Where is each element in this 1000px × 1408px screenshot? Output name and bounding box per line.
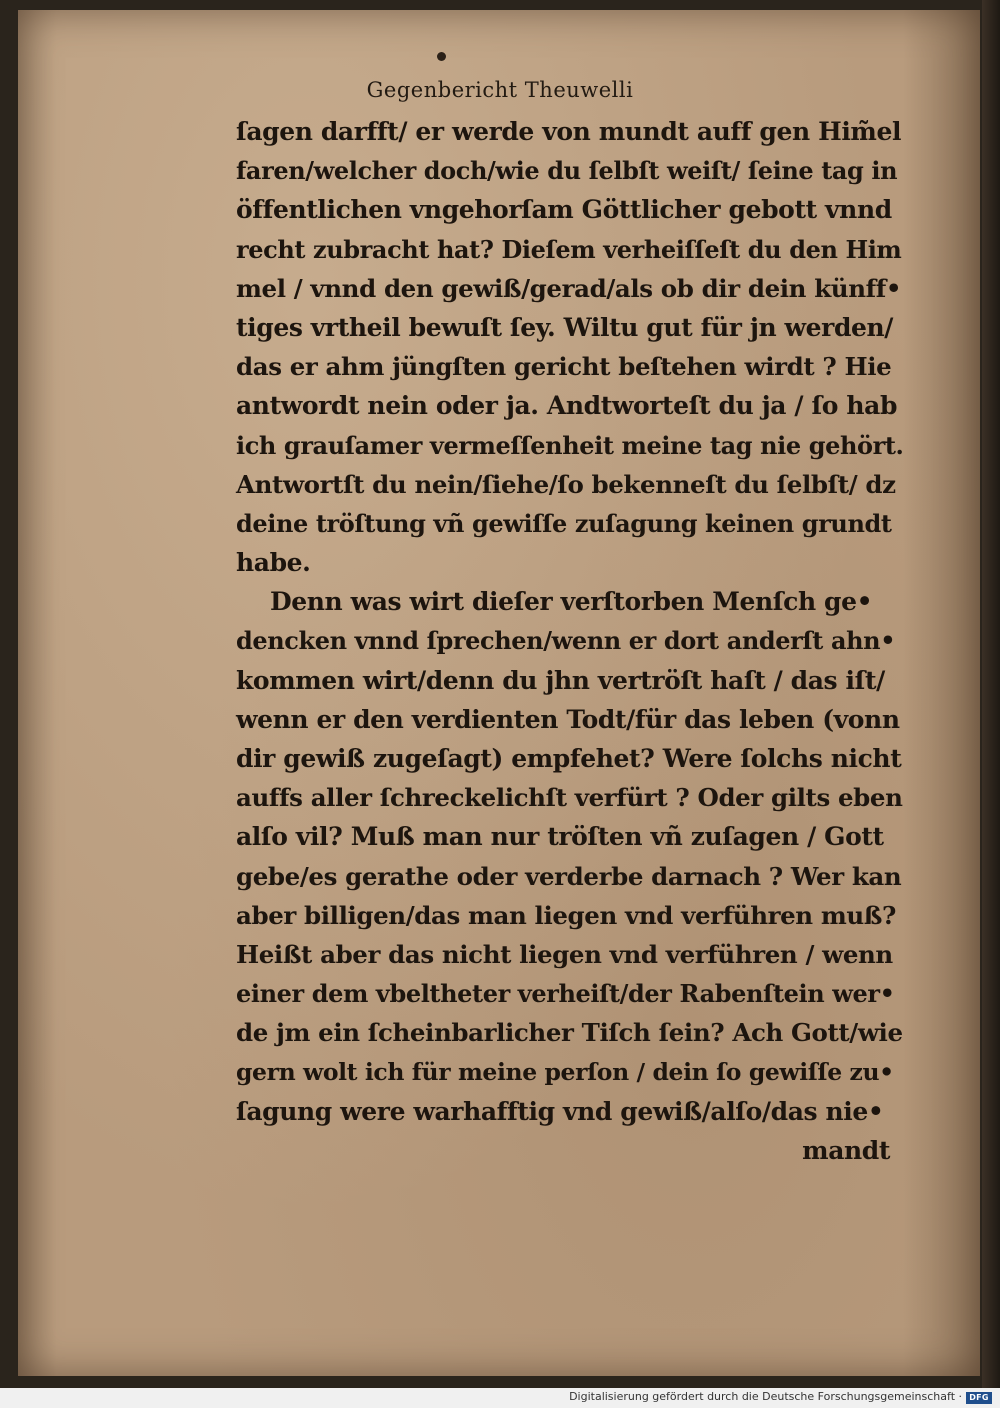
text-line: ich grauſamer vermeſſenheit meine tag nie gehört. bbox=[236, 430, 904, 460]
running-head: Gegenbericht Theuwelli bbox=[366, 78, 634, 102]
text-line: öffentlichen vngehorſam Göttlicher gebott vnnd bbox=[236, 195, 892, 225]
text-line: einer dem vbeltheter verheiſt/der Rabenſtein wer• bbox=[236, 979, 895, 1009]
text-line: tiges vrtheil bewuſt ſey. Wiltu gut für jn werden/ bbox=[236, 312, 894, 342]
page-edge-shadow bbox=[982, 0, 1000, 1388]
text-line: ſagen darfft/ er werde von mundt auff gen Him̃el bbox=[236, 117, 902, 146]
text-block bbox=[236, 112, 904, 1170]
text-line: alſo vil? Muß man nur tröſten vñ zuſagen / Gott bbox=[236, 822, 884, 852]
digitization-footer bbox=[0, 1388, 1000, 1408]
text-line: habe. bbox=[236, 548, 311, 578]
text-line: mel / vnnd den gewiß/gerad/als ob dir dein künff• bbox=[236, 273, 902, 303]
text-line: gebe/es gerathe oder verderbe darnach ? Wer kan bbox=[236, 861, 902, 891]
text-line: deine tröſtung vñ gewiſſe zuſagung keinen grundt bbox=[236, 508, 892, 538]
text-line: dencken vnnd ſprechen/wenn er dort anderſt ahn• bbox=[236, 626, 896, 656]
text-line: recht zubracht hat? Dieſem verheiſſeſt du den Him bbox=[236, 234, 902, 264]
text-line: antwordt nein oder ja. Andtworteſt du ja / ſo hab bbox=[236, 391, 898, 421]
text-line: ſagung were warhafftig vnd gewiß/alſo/das nie• bbox=[236, 1096, 884, 1126]
text-line: faren/welcher doch/wie du ſelbſt weiſt/ ſeine tag in bbox=[236, 156, 898, 186]
text-line: das er ahm jüngſten gericht beſtehen wirdt ? Hie bbox=[236, 352, 892, 382]
text-line: kommen wirt/denn du jhn vertröſt haſt / das iſt/ bbox=[236, 665, 885, 695]
text-line: auffs aller ſchreckelichſt verfürt ? Oder gilts eben bbox=[236, 783, 903, 813]
text-line: wenn er den verdienten Todt/für das leben (vonn bbox=[236, 704, 900, 734]
dfg-logo: DFG bbox=[966, 1392, 992, 1404]
text-line: Denn was wirt dieſer verſtorben Menſch ge• bbox=[270, 587, 873, 617]
funding-credit: Digitalisierung gefördert durch die Deutsche Forschungsgemeinschaft · bbox=[569, 1390, 962, 1403]
ink-dot-mark bbox=[437, 52, 446, 61]
text-line: Antwortſt du nein/ſiehe/ſo bekenneſt du ſelbſt/ dz bbox=[236, 469, 896, 499]
text-line: de jm ein ſcheinbarlicher Tiſch ſein? Ach Gott/wie bbox=[236, 1018, 903, 1048]
text-line: gern wolt ich für meine perſon / dein ſo gewiſſe zu• bbox=[236, 1057, 894, 1086]
text-line: Heißt aber das nicht liegen vnd verführen / wenn bbox=[236, 939, 893, 969]
text-line: aber billigen/das man liegen vnd verführen muß? bbox=[236, 900, 896, 930]
catchword: mandt bbox=[802, 1135, 890, 1165]
text-line: dir gewiß zugeſagt) empfehet? Were ſolchs nicht bbox=[236, 744, 902, 773]
